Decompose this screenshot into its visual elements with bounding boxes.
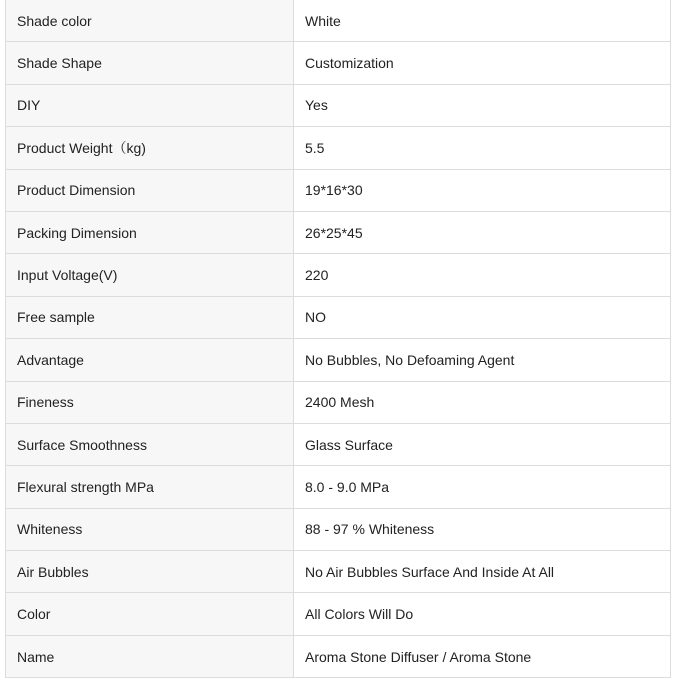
spec-value: Yes [294,84,671,126]
spec-label: Product Weight（kg) [6,127,294,169]
spec-value: 2400 Mesh [294,381,671,423]
spec-value: 19*16*30 [294,169,671,211]
table-row [6,169,671,211]
table-row [6,593,671,635]
table-row [6,84,671,126]
spec-value: 8.0 - 9.0 MPa [294,466,671,508]
spec-label: Shade Shape [6,42,294,84]
spec-value: 26*25*45 [294,211,671,253]
table-row [6,551,671,593]
table-row [6,381,671,423]
table-row [6,127,671,169]
table-row [6,211,671,253]
table-row [6,0,671,42]
product-spec-table [5,0,671,678]
spec-label: Whiteness [6,508,294,550]
spec-value: 88 - 97 % Whiteness [294,508,671,550]
spec-table-body [6,0,671,678]
spec-value: 220 [294,254,671,296]
spec-label: Air Bubbles [6,551,294,593]
spec-label: Surface Smoothness [6,423,294,465]
spec-label: Free sample [6,296,294,338]
table-row [6,254,671,296]
table-row [6,42,671,84]
spec-value: No Air Bubbles Surface And Inside At All [294,551,671,593]
spec-label: Color [6,593,294,635]
spec-label: Packing Dimension [6,211,294,253]
spec-value: Aroma Stone Diffuser / Aroma Stone [294,635,671,677]
spec-value: 5.5 [294,127,671,169]
table-row [6,296,671,338]
spec-label: Advantage [6,339,294,381]
table-row [6,339,671,381]
spec-value: All Colors Will Do [294,593,671,635]
table-row [6,635,671,677]
spec-label: Product Dimension [6,169,294,211]
spec-value: NO [294,296,671,338]
table-row [6,508,671,550]
spec-label: Flexural strength MPa [6,466,294,508]
spec-value: White [294,0,671,42]
spec-label: Fineness [6,381,294,423]
table-row [6,466,671,508]
table-row [6,423,671,465]
spec-value: Glass Surface [294,423,671,465]
spec-value: No Bubbles, No Defoaming Agent [294,339,671,381]
spec-label: Shade color [6,0,294,42]
spec-value: Customization [294,42,671,84]
spec-label: DIY [6,84,294,126]
spec-label: Input Voltage(V) [6,254,294,296]
spec-label: Name [6,635,294,677]
